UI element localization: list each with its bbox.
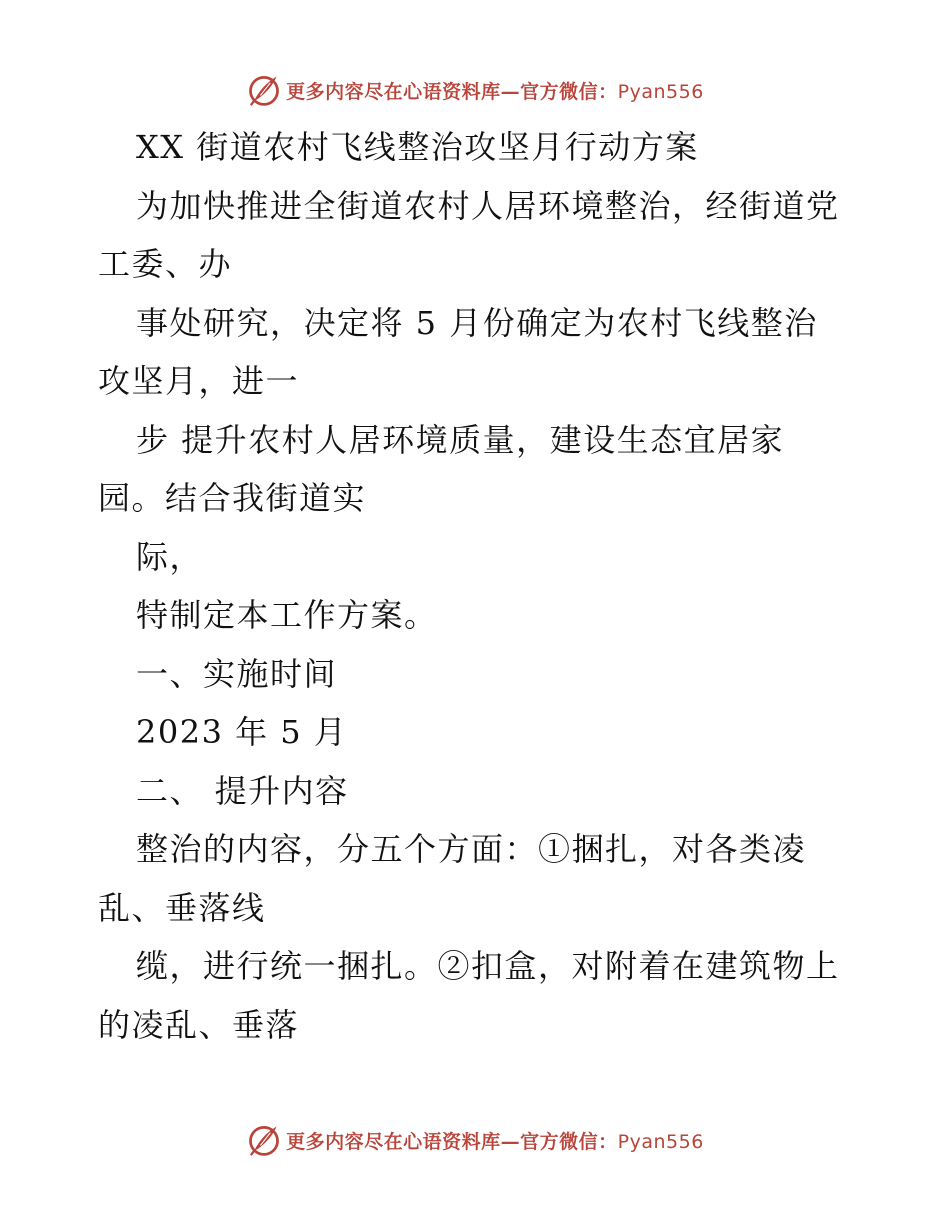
text-line: 二、 提升内容 bbox=[136, 771, 349, 810]
text-line: 的凌乱、垂落 bbox=[98, 1005, 300, 1044]
text-line: 事处研究，决定将 5 月份确定为农村飞线整治 bbox=[136, 303, 818, 342]
text-line: XX 街道农村飞线整治攻坚月行动方案 bbox=[136, 128, 699, 166]
text-line: 步 提升农村人居环境质量，建设生态宜居家 bbox=[136, 420, 785, 459]
text-line: 为加快推进全街道农村人居环境整治，经街道党 bbox=[136, 186, 840, 225]
text-line: 特制定本工作方案。 bbox=[136, 596, 438, 634]
text-line: 一、实施时间 bbox=[136, 654, 338, 693]
watermark-text: 更多内容尽在心语资料库—官方微信：Pyan556 bbox=[286, 1130, 704, 1153]
quill-pen-logo-icon bbox=[246, 1122, 282, 1158]
quill-pen-logo-icon bbox=[246, 72, 282, 108]
text-line: 乱、垂落线 bbox=[98, 888, 266, 927]
text-line: 园。结合我街道实 bbox=[98, 479, 367, 517]
watermark-text: 更多内容尽在心语资料库—官方微信：Pyan556 bbox=[286, 80, 704, 103]
text-line: 攻坚月，进一 bbox=[98, 362, 300, 400]
text-line: 缆，进行统一捆扎。②扣盒，对附着在建筑物上 bbox=[136, 947, 840, 985]
footer-watermark bbox=[0, 1120, 950, 1160]
text-line: 际， bbox=[136, 537, 204, 576]
document-body bbox=[98, 118, 858, 1054]
text-line: 2023 年 5 月 bbox=[136, 713, 348, 751]
text-line: 工委、办 bbox=[98, 245, 233, 283]
text-line: 整治的内容，分五个方面：①捆扎，对各类凌 bbox=[136, 830, 807, 868]
header-watermark bbox=[0, 70, 950, 110]
